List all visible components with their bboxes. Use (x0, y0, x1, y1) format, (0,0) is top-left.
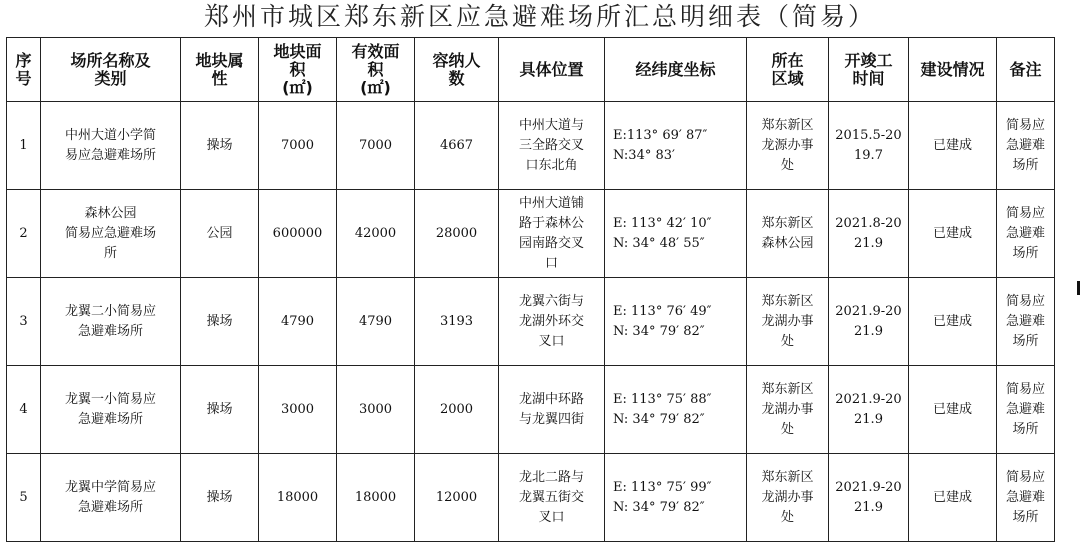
cell-area: 3000 (259, 366, 337, 454)
cell-district: 郑东新区 龙湖办事 处 (747, 278, 829, 366)
cell-seq: 2 (7, 190, 41, 278)
cell-area: 600000 (259, 190, 337, 278)
cell-time: 2021.9-20 21.9 (829, 454, 909, 542)
cell-coords: E: 113° 76′ 49″ N: 34° 79′ 82″ (605, 278, 747, 366)
cell-location: 龙北二路与 龙翼五街交 叉口 (499, 454, 605, 542)
cell-district: 郑东新区 龙湖办事 处 (747, 454, 829, 542)
cell-area: 7000 (259, 102, 337, 190)
cell-status: 已建成 (909, 102, 997, 190)
header-district: 所在 区域 (747, 38, 829, 102)
cell-seq: 3 (7, 278, 41, 366)
cell-status: 已建成 (909, 278, 997, 366)
header-name: 场所名称及 类别 (41, 38, 181, 102)
table-row (7, 366, 1055, 454)
header-note: 备注 (997, 38, 1055, 102)
cell-name: 森林公园 简易应急避难场 所 (41, 190, 181, 278)
cell-location: 中州大道铺 路于森林公 园南路交叉 口 (499, 190, 605, 278)
cell-name: 龙翼二小简易应 急避难场所 (41, 278, 181, 366)
cell-location: 中州大道与 三全路交叉 口东北角 (499, 102, 605, 190)
cell-capacity: 12000 (415, 454, 499, 542)
table-row (7, 190, 1055, 278)
cell-status: 已建成 (909, 190, 997, 278)
cell-status: 已建成 (909, 366, 997, 454)
cell-time: 2021.9-20 21.9 (829, 278, 909, 366)
cell-attr: 操场 (181, 454, 259, 542)
header-time: 开竣工 时间 (829, 38, 909, 102)
cell-note: 简易应 急避难 场所 (997, 454, 1055, 542)
cell-note: 简易应 急避难 场所 (997, 278, 1055, 366)
shelter-table (6, 37, 1055, 542)
cell-effective: 42000 (337, 190, 415, 278)
cell-name: 龙翼一小简易应 急避难场所 (41, 366, 181, 454)
cell-seq: 5 (7, 454, 41, 542)
cell-district: 郑东新区 龙源办事 处 (747, 102, 829, 190)
cell-capacity: 3193 (415, 278, 499, 366)
cell-coords: E: 113° 42′ 10″ N: 34° 48′ 55″ (605, 190, 747, 278)
cell-note: 简易应 急避难 场所 (997, 102, 1055, 190)
cell-seq: 1 (7, 102, 41, 190)
cell-status: 已建成 (909, 454, 997, 542)
cell-note: 简易应 急避难 场所 (997, 190, 1055, 278)
cell-area: 18000 (259, 454, 337, 542)
cell-attr: 操场 (181, 366, 259, 454)
cell-effective: 4790 (337, 278, 415, 366)
document-title: 郑州市城区郑东新区应急避难场所汇总明细表（简易） (203, 2, 876, 31)
cell-area: 4790 (259, 278, 337, 366)
table-row (7, 454, 1055, 542)
cell-name: 中州大道小学简 易应急避难场所 (41, 102, 181, 190)
header-seq: 序 号 (7, 38, 41, 102)
cell-time: 2021.8-20 21.9 (829, 190, 909, 278)
table-row (7, 102, 1055, 190)
header-status: 建设情况 (909, 38, 997, 102)
header-capacity: 容纳人 数 (415, 38, 499, 102)
cell-name: 龙翼中学简易应 急避难场所 (41, 454, 181, 542)
header-effective: 有效面 积 (㎡) (337, 38, 415, 102)
cell-district: 郑东新区 森林公园 (747, 190, 829, 278)
cell-location: 龙湖中环路 与龙翼四街 (499, 366, 605, 454)
cell-coords: E: 113° 75′ 88″ N: 34° 79′ 82″ (605, 366, 747, 454)
cell-effective: 7000 (337, 102, 415, 190)
cell-effective: 3000 (337, 366, 415, 454)
cell-attr: 操场 (181, 102, 259, 190)
cell-capacity: 28000 (415, 190, 499, 278)
cell-time: 2015.5-20 19.7 (829, 102, 909, 190)
cell-capacity: 4667 (415, 102, 499, 190)
header-row (7, 38, 1055, 102)
cell-note: 简易应 急避难 场所 (997, 366, 1055, 454)
cell-time: 2021.9-20 21.9 (829, 366, 909, 454)
header-coords: 经纬度坐标 (605, 38, 747, 102)
cell-effective: 18000 (337, 454, 415, 542)
cell-capacity: 2000 (415, 366, 499, 454)
header-location: 具体位置 (499, 38, 605, 102)
cell-coords: E: 113° 75′ 99″ N: 34° 79′ 82″ (605, 454, 747, 542)
table-row (7, 278, 1055, 366)
cell-attr: 操场 (181, 278, 259, 366)
cell-district: 郑东新区 龙湖办事 处 (747, 366, 829, 454)
header-area: 地块面 积 (㎡) (259, 38, 337, 102)
cell-location: 龙翼六街与 龙湖外环交 叉口 (499, 278, 605, 366)
cell-seq: 4 (7, 366, 41, 454)
cell-coords: E:113° 69′ 87″ N:34° 83′ (605, 102, 747, 190)
cell-attr: 公园 (181, 190, 259, 278)
header-attr: 地块属 性 (181, 38, 259, 102)
